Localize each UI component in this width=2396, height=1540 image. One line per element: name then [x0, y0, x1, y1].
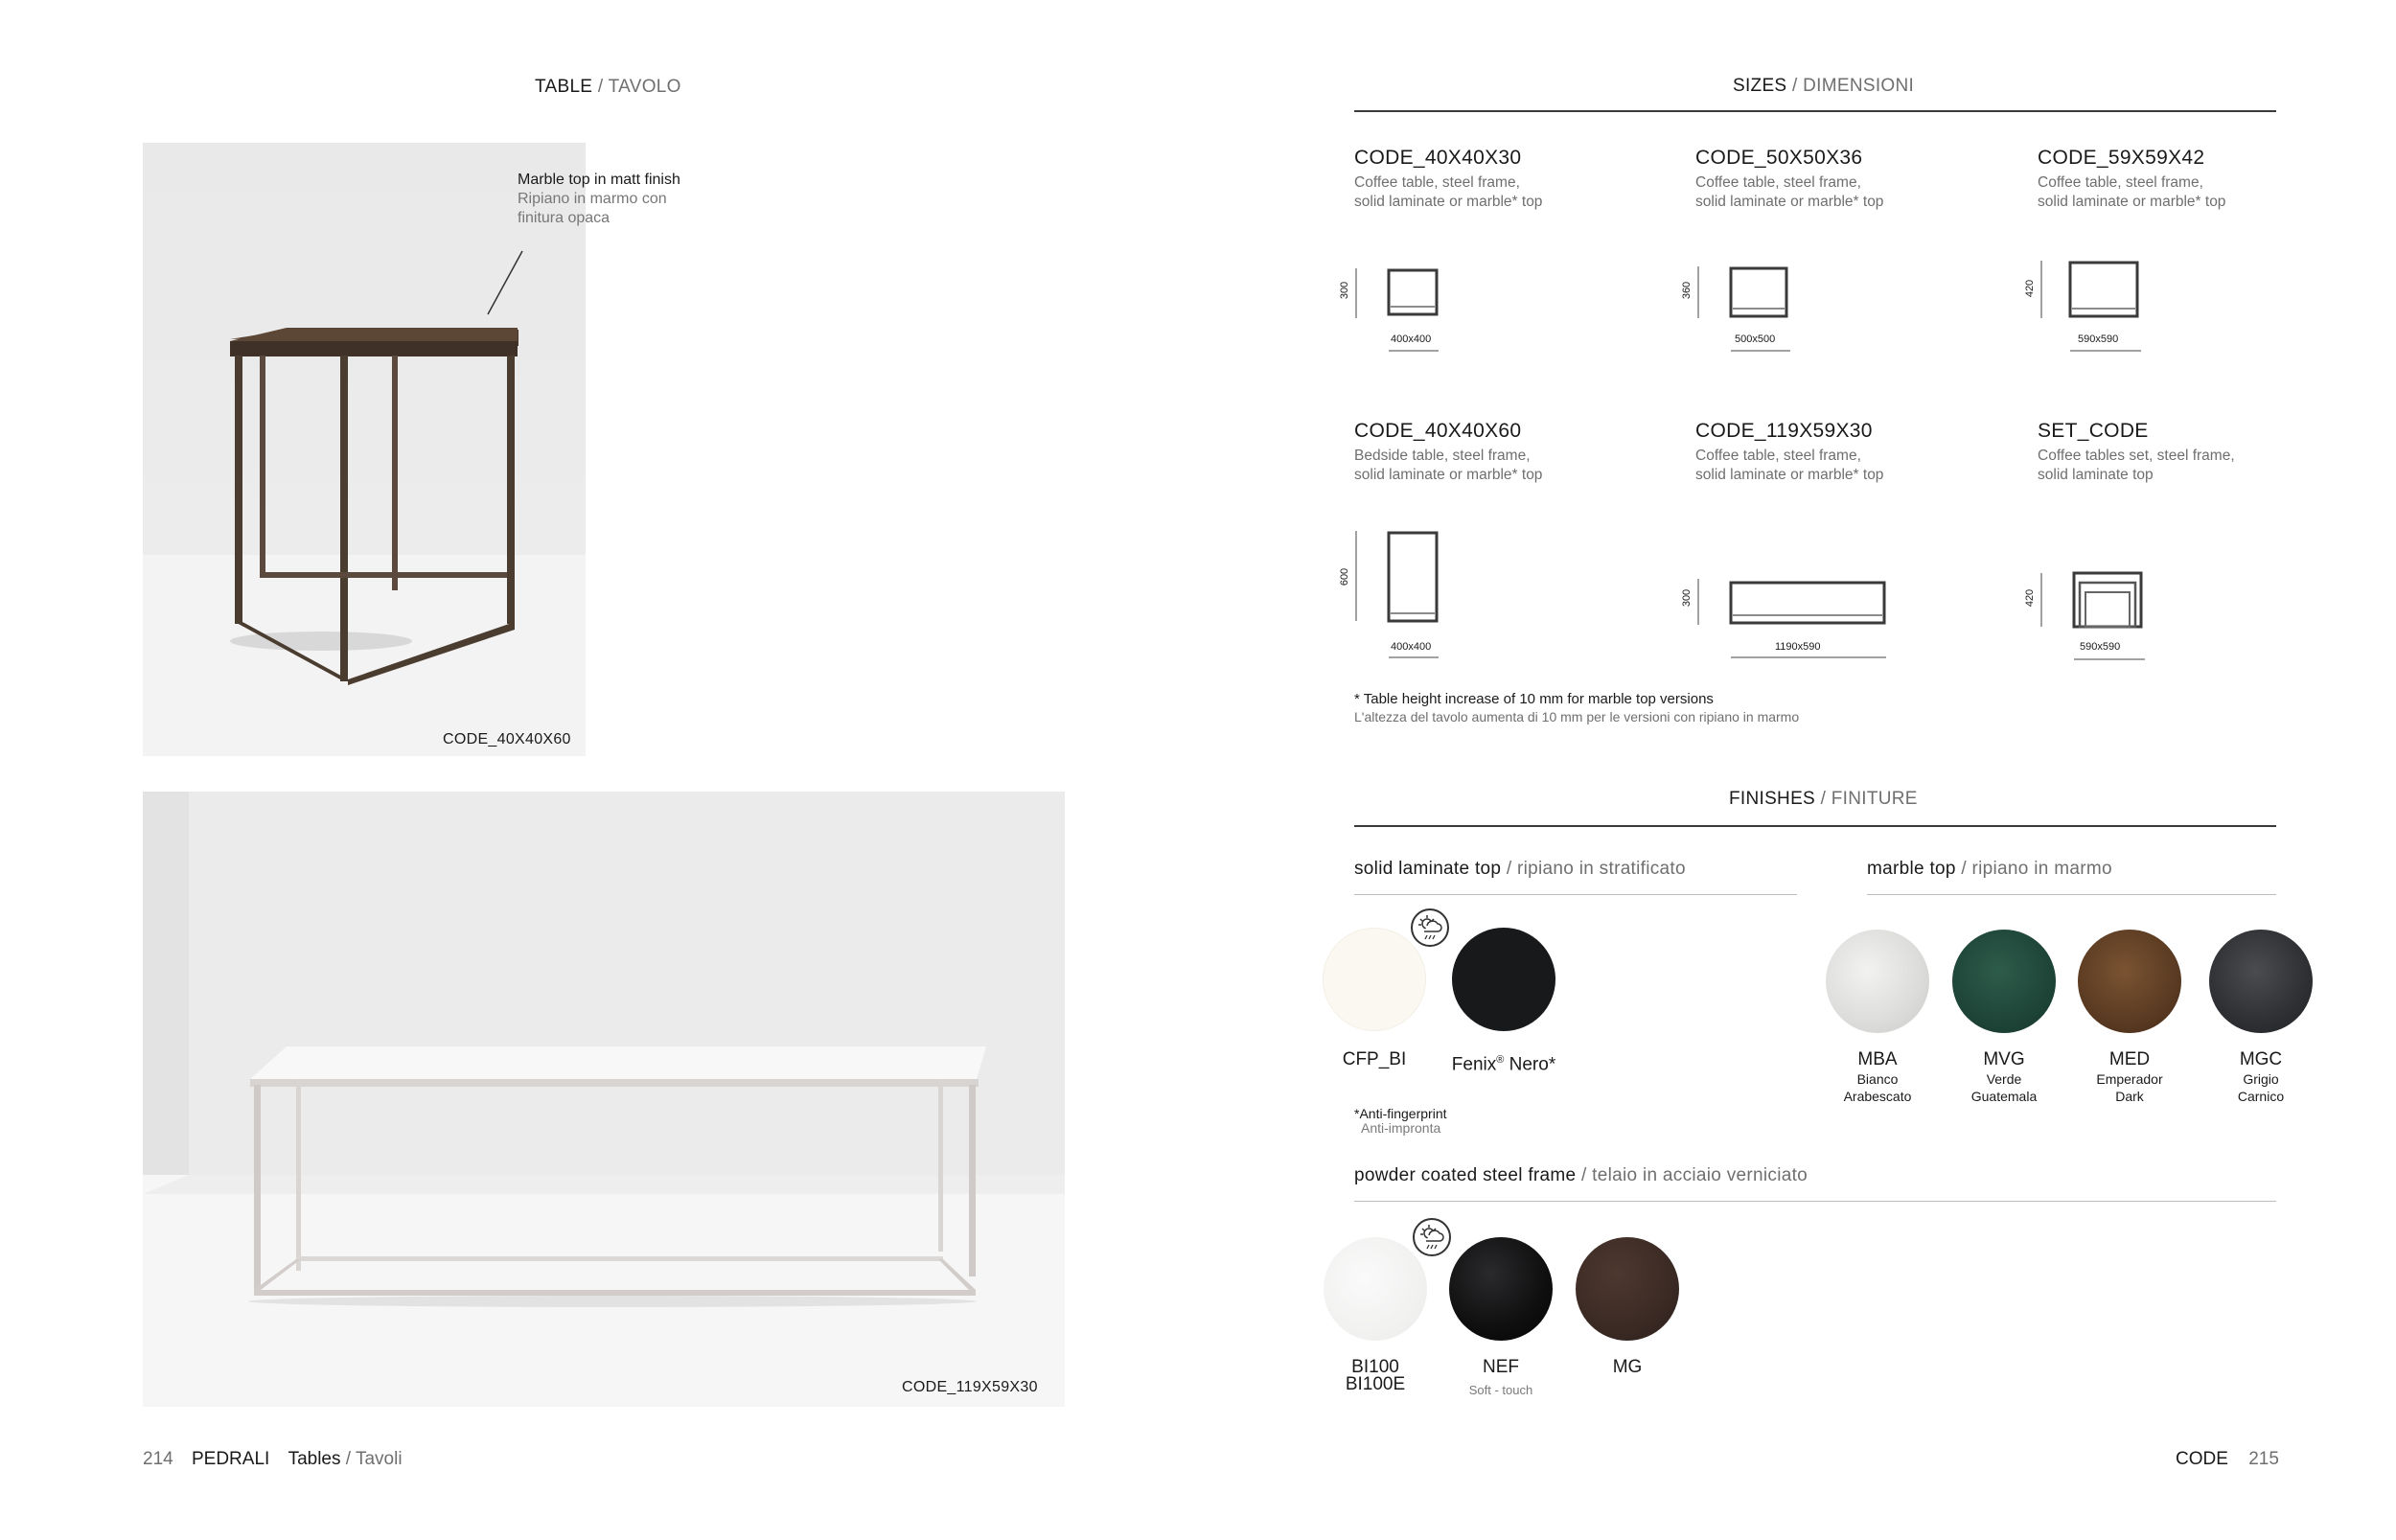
finishes-divider — [1354, 825, 2276, 827]
width-label: 400x400 — [1391, 333, 1432, 345]
swatch-med[interactable] — [2078, 930, 2181, 1033]
height-label: 300 — [1681, 588, 1693, 608]
size-item — [1695, 147, 2021, 212]
marble-height-note: * Table height increase of 10 mm for marble top versions L'altezza del tavolo aumenta di 10 mm per le versioni con ripiano in marmo — [1354, 691, 1800, 724]
width-label: 500x500 — [1735, 333, 1776, 345]
left-page-header: TABLE / TAVOLO — [535, 77, 681, 97]
laminate-title: solid laminate top / ripiano in stratificato — [1354, 859, 1686, 879]
callout-line — [484, 249, 541, 316]
swatch-mgc[interactable] — [2209, 930, 2313, 1033]
height-label: 420 — [2024, 588, 2037, 608]
laminate-divider — [1354, 894, 1797, 895]
size-description: Coffee table, steel frame, solid laminate or marble* top — [1695, 448, 1884, 483]
swatch-mvg[interactable] — [1952, 930, 2056, 1033]
swatch-label: NEF — [1483, 1357, 1519, 1377]
swatch-cfp-bi[interactable] — [1323, 928, 1426, 1031]
product-photo-coffee-table — [143, 792, 1065, 1407]
table-illustration — [143, 143, 586, 756]
finishes-header: FINISHES / FINITURE — [1729, 789, 1918, 809]
size-code: CODE_59X59X42 — [2038, 147, 2205, 169]
swatch-mba[interactable] — [1826, 930, 1929, 1033]
width-label: 590x590 — [2078, 333, 2119, 345]
size-description: Bedside table, steel frame, solid laminate or marble* top — [1354, 448, 1543, 483]
size-code: SET_CODE — [2038, 420, 2149, 442]
size-code: CODE_50X50X36 — [1695, 147, 1863, 169]
swatch-label: MVG — [1983, 1049, 2025, 1069]
swatch-subtitle: Soft - touch — [1468, 1383, 1533, 1397]
table-illustration — [143, 792, 1065, 1407]
frame-title: powder coated steel frame / telaio in acciaio verniciato — [1354, 1165, 1809, 1185]
marble-divider — [1867, 894, 2276, 895]
brand-name: PEDRALI — [191, 1449, 270, 1469]
page-number: 215 — [2248, 1449, 2279, 1469]
product-photo-bedside-table — [143, 143, 586, 756]
swatch-fenix-nero[interactable] — [1452, 928, 1555, 1031]
width-label: 1190x590 — [1775, 641, 1821, 653]
size-code: CODE_119X59X30 — [1695, 420, 1873, 442]
sizes-divider — [1354, 110, 2276, 112]
callout-english: Marble top in matt finish — [518, 172, 680, 188]
swatch-label: MBA — [1857, 1049, 1898, 1069]
left-footer — [143, 1449, 403, 1470]
size-description: Coffee tables set, steel frame, solid laminate top — [2038, 448, 2235, 483]
sizes-header: SIZES / DIMENSIONI — [1733, 76, 1915, 96]
swatch-bi100[interactable] — [1324, 1237, 1427, 1341]
section-name: Tables / Tavoli — [288, 1449, 403, 1469]
anti-fingerprint-note: *Anti-fingerprint Anti-impronta — [1354, 1106, 1447, 1136]
size-code: CODE_40X40X30 — [1354, 147, 1522, 169]
width-label: 590x590 — [2080, 641, 2121, 653]
swatch-name: Bianco Arabescato — [1843, 1071, 1912, 1104]
swatch-label: BI100 BI100E — [1345, 1357, 1406, 1394]
size-item — [2038, 147, 2363, 212]
swatch-name: Grigio Carnico — [2237, 1071, 2285, 1104]
callout-text — [518, 171, 748, 228]
height-label: 300 — [1339, 281, 1351, 300]
swatch-name: Emperador Dark — [2096, 1071, 2163, 1104]
photo-caption: CODE_119X59X30 — [902, 1379, 1038, 1395]
size-code: CODE_40X40X60 — [1354, 420, 1522, 442]
marble-title: marble top / ripiano in marmo — [1867, 859, 2112, 879]
height-label: 600 — [1339, 567, 1351, 586]
width-label: 400x400 — [1391, 641, 1432, 653]
photo-caption: CODE_40X40X60 — [443, 731, 571, 747]
size-item — [1695, 420, 2021, 485]
height-label: 420 — [2024, 279, 2037, 298]
height-label: 360 — [1681, 281, 1693, 300]
weather-resistant-icon — [1413, 1218, 1451, 1256]
swatch-label: MGC — [2239, 1049, 2283, 1069]
swatch-mg[interactable] — [1576, 1237, 1679, 1341]
right-footer — [2176, 1449, 2279, 1470]
brand-name: CODE — [2176, 1449, 2228, 1469]
callout-italian: Ripiano in marmo con finitura opaca — [518, 191, 667, 226]
weather-resistant-icon — [1411, 908, 1449, 947]
swatch-label: CFP_BI — [1342, 1049, 1407, 1069]
swatch-label: MED — [2108, 1049, 2151, 1069]
swatch-label: Fenix® Nero* — [1451, 1054, 1556, 1075]
swatch-label: MG — [1612, 1357, 1643, 1377]
swatch-nef[interactable] — [1449, 1237, 1553, 1341]
size-item — [2038, 420, 2363, 485]
swatch-name: Verde Guatemala — [1970, 1071, 2038, 1104]
size-description: Coffee table, steel frame, solid laminate or marble* top — [1354, 174, 1543, 210]
size-item — [1354, 147, 1680, 212]
size-description: Coffee table, steel frame, solid laminate or marble* top — [1695, 174, 1884, 210]
frame-divider — [1354, 1201, 2276, 1202]
page-number: 214 — [143, 1449, 173, 1469]
size-item — [1354, 420, 1680, 485]
size-description: Coffee table, steel frame, solid laminate or marble* top — [2038, 174, 2226, 210]
